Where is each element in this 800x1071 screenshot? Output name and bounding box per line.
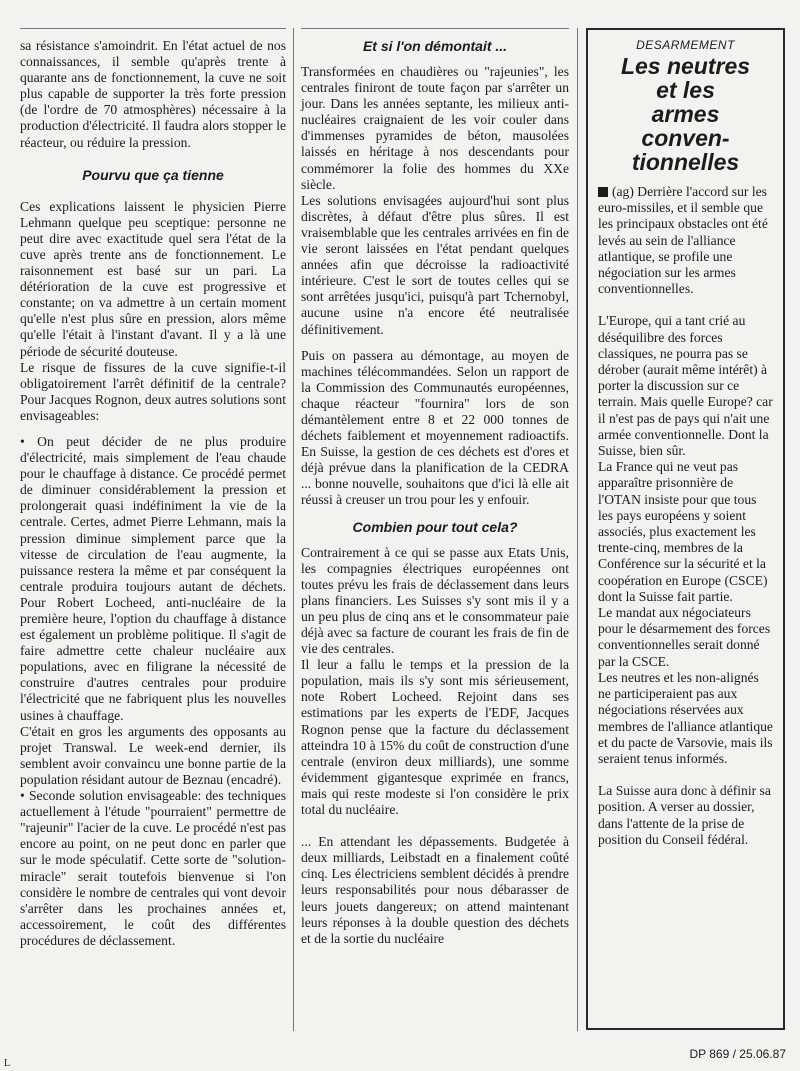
sidebar-box (586, 28, 785, 1030)
col2-paragraph-1: Transformées en chaudières ou "rajeunies", les centrales finiront de toute façon par s'arrêter un jour. Dans les années septante, les milieux anti-nucléaires craignaient de les voir couler dans d'immenses pyramides de béton, mausolées laissés en héritage à nos descendants pour commémorer la folie des hommes du XXe siècle. (301, 64, 569, 192)
top-rule-col2 (301, 28, 569, 29)
sidebar-paragraph-6: La Suisse aura donc à définir sa position. A verser au dossier, dans l'attente de la prise de position du Conseil fédéral. (598, 783, 771, 847)
col2-paragraph-2: Les solutions envisagées aujourd'hui sont plus discrètes, à défaut d'être plus sûres. Il est vraisemblable que les centrales arrivées en fin de vie seront laissées en l'état pendant quelques années afin que décroisse la radioactivité intérieure. C'est le sort de toutes celles qui se sont arrêtées jusqu'ici, puisqu'à part Tchernobyl, aucune usine n'a encore été neutralisée définitivement. (301, 192, 569, 337)
col1-paragraph-2: Ces explications laissent le physicien Pierre Lehmann quelque peu sceptique: personne ne peut dire avec exactitude quel sera l'état de la cuve après trente ans de fonctionnement. Le raisonnement est basé sur un pari. La détérioration de la cuve est progressive et constante; on va admettre à un certain moment qu'elle n'est plus sûre en pression, alors même qu'elle l'était à l'instant d'avant. Il y a là une période de sécurité douteuse. (20, 198, 286, 359)
sidebar-kicker: DESARMEMENT (636, 38, 735, 52)
article-column-1 (20, 38, 286, 949)
corner-mark: L (4, 1058, 11, 1069)
column-separator-1 (293, 28, 294, 1031)
col2-paragraph-6: ... En attendant les dépassements. Budgetée à deux milliards, Leibstadt en a finalement coûté cinq. Les électriciens semblent décidés à prendre leurs responsabilités pour nous débarasser de leurs jouets dangereux; on attend maintenant leurs réponses à la double question des déchets et de la sortie du nucléaire (301, 834, 569, 946)
sidebar-paragraph-4: Le mandat aux négociateurs pour le désarmement des forces conventionnelles serait donné par la CSCE. (598, 605, 771, 669)
sidebar-paragraph-2: L'Europe, qui a tant crié au déséquilibre des forces classiques, ne pourra pas se dérober (aurait même intérêt) à porter la discussion sur ce terrain. Mais quelle Europe? car il n'est pas de pays qui n'ait une armée conventionnelle. Dont la Suisse, bien sûr. (598, 313, 773, 459)
col1-paragraph-6: • Seconde solution envisageable: des techniques actuellement à l'étude "pourraient" permettre de "rajeunir" l'acier de la cuve. Le procédé n'est pas encore au point, on ne peut donc en parler que sur le mode spéculatif. Cette sorte de "solution-miracle" serait toutefois bienvenue si l'on considère le nombre de centrales qui vont devoir s'arrêter dans les prochaines années et, accessoirement, le coût des différentes procédures de déclassement. (20, 788, 286, 948)
column-separator-2 (577, 28, 578, 1031)
square-bullet-icon (598, 187, 608, 197)
sidebar-title: Les neutres et les armes conven- tionnelles (620, 53, 751, 175)
top-rule-col1 (20, 28, 286, 29)
sidebar-paragraph-1-text: (ag) Derrière l'accord sur les euro-missiles, et il semble que les principaux obstacles ont été levés au sein de l'alliance atlantique, se profile une négociation sur les armes conventionnelles. (598, 184, 768, 297)
col2-subheading-1: Et si l'on démontait ... (362, 38, 508, 54)
col2-paragraph-4: Contrairement à ce qui se passe aux Etats Unis, les compagnies électriques européennes ont toutes prévu les frais de déclassement dans leurs plans financiers. Les Suisses s'y sont mis il y a un peu plus de cinq ans et le consommateur paie déjà avec sa facture de courant les frais de fin de vie des centrales. (301, 544, 569, 657)
article-column-2 (301, 38, 569, 947)
sidebar-paragraph-5: Les neutres et les non-alignés ne participeraient pas aux négociations réservées aux membres de l'alliance atlantique et du pacte de Varsovie, mais ils seraient tenus informés. (598, 669, 773, 766)
col1-paragraph-4: • On peut décider de ne plus produire d'électricité, mais simplement de l'eau chaude pour le chauffage à distance. Ce procédé permet de diminuer considérablement la pression et prolongerait quasi indéfiniment la vie de la centrale. Certes, admet Pierre Lehmann, mais la pression diminue simplement parce que la vitesse de circulation de l'eau augmente, la puissance restera la même et par conséquent la centrale produira toujours autant de déchets. Pour Robert Locheed, anti-nucléaire de la première heure, l'option du chauffage à distance est également un problème politique. Il s'agit de faire admettre cette chaleur nucléaire aux populations, avec en filigrane la nécessité de construire d'autres centrales pour produire l'électricité que ne fabriquent plus les nouvelles usines à chauffage. (20, 433, 286, 723)
page-footer: DP 869 / 25.06.87 (689, 1047, 786, 1061)
col2-paragraph-3: Puis on passera au démontage, au moyen de machines télécommandées. Selon un rapport de la Commission des Communautés européennes, chaque réacteur "fournira" lors de son démantèlement entre 8 et 22 000 tonnes de déchets faiblement et moyennement radioactifs. En Suisse, la gestion de ces déchets est d'ores et déjà prévue dans la planification de la CEDRA ... bonne nouvelle, souhaitons que d'ici là elle ait réussi à creuser un trou pour les y enfouir. (301, 347, 569, 508)
col1-paragraph-5: C'était en gros les arguments des opposants au projet Transwal. Le week-end dernier, ils semblent avoir convaincu une bonne partie de la population résidant autour de Beznau (encadré). (20, 723, 286, 787)
sidebar-paragraph-1 (598, 184, 773, 297)
col1-paragraph-1: sa résistance s'amoindrit. En l'état actuel de nos connaissances, il semble qu'après trente à quarante ans de fonctionnement, la cuve ne soit plus capable de supporter la très forte pression (de l'ordre de 70 atmosphères) nécessaire à la production d'électricité. Il faudra alors stopper le réacteur, ou réduire la pression. (20, 38, 286, 150)
col2-subheading-2: Combien pour tout cela? (352, 518, 518, 535)
sidebar-paragraph-3: La France qui ne veut pas apparaître prisonnière de l'OTAN insiste pour que tous les pays européens y soient associés, plus exactement les trente-cinq, membres de la Conférence sur la sécurité et la coopération en Europe (CSCE) dont la Suisse fait partie. (598, 459, 768, 604)
col2-paragraph-5: Il leur a fallu le temps et la pression de la population, mais ils s'y sont mis sérieusement, note Robert Locheed. Rejoint dans ses estimations par les experts de l'EDF, Jacques Rognon pense que la facture du déclassement atteindra 10 à 15% du coût de construction d'une centrale (environ deux milliards), une somme évidemment gigantesque exprimée en francs, mais qui reste modeste si l'on considère le prix total du nucléaire. (301, 657, 569, 818)
col1-subheading: Pourvu que ça tienne (82, 166, 224, 183)
col1-paragraph-3: Le risque de fissures de la cuve signifie-t-il obligatoirement l'arrêt définitif de la centrale? Pour Jacques Rognon, deux autres solutions sont envisageables: (20, 359, 286, 423)
